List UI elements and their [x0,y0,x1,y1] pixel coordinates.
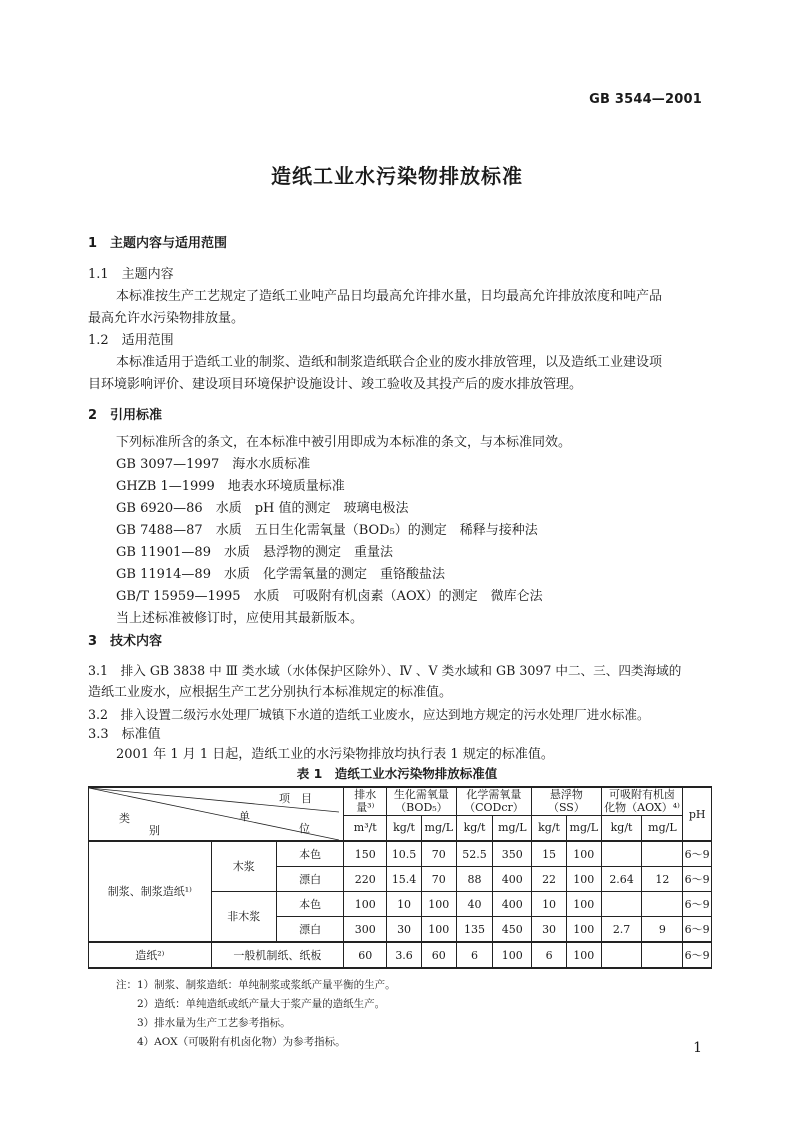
document-title: 造纸工业水污染物排放标准 [271,164,523,188]
value-cell: 400 [493,867,532,892]
unit-cell: mg/L [642,815,683,841]
subcategory-general: 一般机制纸、纸板 [211,942,344,968]
reference-item: GB 6920—86 水质 pH 值的测定 玻璃电极法 [116,501,409,516]
note-item: 注：1）制浆、制浆造纸：单纯制浆或浆纸产量平衡的生产。 [116,979,396,991]
reference-item: GB 7488—87 水质 五日生化需氧量（BOD₅）的测定 稀释与接种法 [116,523,538,538]
value-cell [642,841,683,867]
reference-item: GB/T 15959—1995 水质 可吸附有机卤素（AOX）的测定 微库仑法 [116,589,543,604]
note-item: 3）排水量为生产工艺参考指标。 [137,1017,291,1029]
value-cell: 3.6 [387,942,422,968]
section-1-1-heading: 1.1 主题内容 [88,267,174,282]
reference-item: GB 11901—89 水质 悬浮物的测定 重量法 [116,545,393,560]
section-1-1-line-2: 最高允许水污染物排放量。 [88,311,245,326]
col-aox-header: 可吸附有机卤 化物（AOX）⁴⁾ [601,787,683,815]
value-cell: 22 [532,867,567,892]
header-diagonal-cell [89,787,344,841]
diag-unit-label-b: 位 [299,822,310,835]
kind-cell: 漂白 [276,917,343,943]
value-cell [642,892,683,917]
value-cell [601,942,642,968]
value-cell: 150 [344,841,387,867]
value-cell: 6 [456,942,493,968]
unit-cell: mg/L [493,815,532,841]
table-caption: 表 1 造纸工业水污染物排放标准值 [296,766,498,781]
table-row [89,942,712,968]
value-cell: 6～9 [683,841,712,867]
value-cell: 100 [566,867,601,892]
diag-category-label-a: 类 [119,812,130,825]
value-cell: 30 [387,917,422,943]
value-cell: 2.64 [601,867,642,892]
value-cell [601,892,642,917]
diag-unit-label-a: 单 [239,810,250,823]
section-1-2-line-1: 本标准适用于造纸工业的制浆、造纸和制浆造纸联合企业的废水排放管理，以及造纸工业建设项 [116,355,663,370]
section-1-2-line-2: 目环境影响评价、建设项目环境保护设施设计、竣工验收及其投产后的废水排放管理。 [88,377,583,392]
value-cell: 100 [566,942,601,968]
value-cell: 100 [421,892,456,917]
value-cell: 52.5 [456,841,493,867]
value-cell: 15 [532,841,567,867]
reference-item: GB 3097—1997 海水水质标准 [116,457,311,472]
table-notes [116,976,396,1052]
unit-cell: mg/L [421,815,456,841]
kind-cell: 本色 [276,841,343,867]
section-1-heading: 1 主题内容与适用范围 [88,236,228,251]
value-cell [601,841,642,867]
kind-cell: 漂白 [276,867,343,892]
value-cell: 70 [421,841,456,867]
unit-cell: m³/t [344,815,387,841]
value-cell: 70 [421,867,456,892]
emission-standards-table [88,786,712,969]
value-cell: 135 [456,917,493,943]
category-pulp: 制浆、制浆造纸¹⁾ [89,841,212,942]
value-cell: 100 [566,917,601,943]
value-cell: 60 [344,942,387,968]
value-cell: 10 [387,892,422,917]
page-number: 1 [693,1040,702,1056]
value-cell: 6～9 [683,892,712,917]
unit-cell: kg/t [601,815,642,841]
value-cell: 350 [493,841,532,867]
value-cell: 60 [421,942,456,968]
kind-cell: 本色 [276,892,343,917]
value-cell: 400 [493,892,532,917]
subcategory-wood: 木浆 [211,841,276,892]
value-cell: 30 [532,917,567,943]
table-row [89,841,712,867]
section-2-intro: 下列标准所含的条文，在本标准中被引用即成为本标准的条文，与本标准同效。 [116,435,572,450]
value-cell: 100 [344,892,387,917]
col-water-header: 排水 量³⁾ [344,787,387,815]
section-3-2-line: 3.2 排入设置二级污水处理厂城镇下水道的造纸工业废水，应达到地方规定的污水处理厂进水标准。 [88,707,650,722]
unit-cell: kg/t [387,815,422,841]
value-cell: 6～9 [683,942,712,968]
category-paper: 造纸²⁾ [89,942,212,968]
section-3-1-line-2: 造纸工业废水，应根据生产工艺分别执行本标准规定的标准值。 [88,685,453,700]
section-3-3-text: 2001 年 1 月 1 日起，造纸工业的水污染物排放均执行表 1 规定的标准值。 [116,747,554,762]
value-cell: 100 [566,892,601,917]
value-cell: 100 [566,841,601,867]
unit-cell: kg/t [532,815,567,841]
section-3-heading: 3 技术内容 [88,634,163,649]
section-3-3-heading: 3.3 标准值 [88,727,161,742]
value-cell: 220 [344,867,387,892]
col-ph-header: pH [683,787,712,841]
value-cell: 450 [493,917,532,943]
value-cell: 12 [642,867,683,892]
section-1-2-heading: 1.2 适用范围 [88,333,174,348]
col-cod-header: 化学需氧量 （CODcr） [456,787,532,815]
unit-cell: kg/t [456,815,493,841]
note-item: 2）造纸：单纯造纸或纸产量大于浆产量的造纸生产。 [137,998,386,1010]
value-cell: 10.5 [387,841,422,867]
section-1-1-line-1: 本标准按生产工艺规定了造纸工业吨产品日均最高允许排水量，日均最高允许排放浓度和吨产品 [116,289,663,304]
value-cell: 100 [421,917,456,943]
value-cell: 6～9 [683,917,712,943]
value-cell: 10 [532,892,567,917]
section-3-1-line-1: 3.1 排入 GB 3838 中 Ⅲ 类水域（水体保护区除外）、Ⅳ 、Ⅴ 类水域和 GB 3097 中二、三、四类海域的 [88,663,682,678]
section-2-closing: 当上述标准被修订时，应使用其最新版本。 [116,611,364,626]
note-item: 4）AOX（可吸附有机卤化物）为参考指标。 [137,1036,346,1048]
col-bod-header: 生化需氧量 （BOD₅） [387,787,456,815]
diag-item-label: 项 目 [279,792,312,805]
standard-code: GB 3544—2001 [589,92,702,107]
value-cell: 100 [493,942,532,968]
section-2-heading: 2 引用标准 [88,408,163,423]
value-cell: 6 [532,942,567,968]
value-cell: 2.7 [601,917,642,943]
value-cell: 88 [456,867,493,892]
subcategory-nonwood: 非木浆 [211,892,276,943]
unit-cell: mg/L [566,815,601,841]
reference-item: GB 11914—89 水质 化学需氧量的测定 重铬酸盐法 [116,567,445,582]
value-cell [642,942,683,968]
col-ss-header: 悬浮物 （SS） [532,787,601,815]
value-cell: 9 [642,917,683,943]
reference-item: GHZB 1—1999 地表水环境质量标准 [116,479,345,494]
value-cell: 15.4 [387,867,422,892]
value-cell: 40 [456,892,493,917]
value-cell: 6～9 [683,867,712,892]
diag-category-label-b: 别 [149,824,160,837]
value-cell: 300 [344,917,387,943]
